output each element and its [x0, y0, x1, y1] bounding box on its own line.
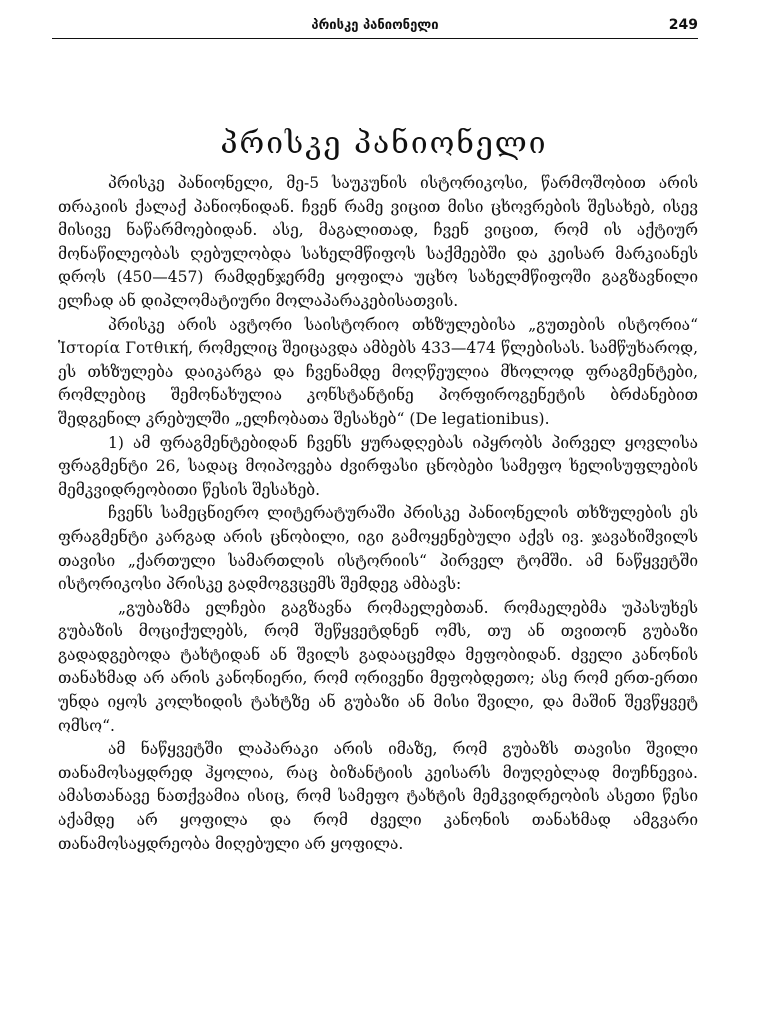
- paragraph-commentary: ამ ნაწყვეტში ლაპარაკი არის იმაზე, რომ გუბაზს თავისი შვილი თანამოსაყდრედ ჰყოლია, რაც ბიზანტიის კეისარს მიუღებლად მიუჩნევია. ამასთანავე ნათქვამია ისიც, რომ სამეფო ტახტის მემკვიდრეობის ასეთი წესი აქამდე არ ყოფილა და რომ ძველი კანონის თანახმად ამგვარი თანამოსაყდრეობა მიღებული არ ყოფილა.: [58, 740, 698, 853]
- paragraph-quotation: „გუბაზმა ელჩები გაგზავნა რომაელებთან. რომაელებმა უპასუხეს გუბაზის მოციქულებს, რომ შეწყვეტდნენ ომს, თუ ან თვითონ გუბაზი გადადგებოდა ტახტიდან ან შვილს გადააცემდა მეფობიდან. ძველი კანონის თანახმად არ არის კანონიერი, რომ ორივენი მეფობდეთო; ასე რომ ერთ-ერთი უნდა იყოს კოლხიდის ტახტზე ან გუბაზი ან მისი შვილი, და მაშინ შევწყვეტ ომსო“.: [58, 598, 698, 735]
- chapter-title: პრისკე პანიონელი: [220, 126, 548, 161]
- paragraph-scholarly-use: ჩვენს სამეცნიერო ლიტერატურაში პრისკე პანიონელის თხზულების ეს ფრაგმენტი კარგად არის ცნობილი, იგი გამოყენებული აქვს ივ. ჯავახიშვილს თავისი „ქართული სამართლის ისტორიის“ პირველ ტომში. ამ ნაწყვეტში ისტორიკოსი პრისკე გადმოგვცემს შემდეგ ამბავს:: [58, 504, 698, 594]
- page-number: 249: [668, 17, 698, 33]
- running-header: [52, 14, 698, 39]
- paragraph-fragment-26: 1) ამ ფრაგმენტებიდან ჩვენს ყურადღებას იპყრობს პირველ ყოვლისა ფრაგმენტი 26, სადაც მოიპოვება ძვირფასი ცნობები სამეფო ხელისუფლების მემკვიდრეობითი წესის შესახებ.: [58, 433, 698, 499]
- paragraph-history-of-goths: პრისკე არის ავტორი საისტორიო თხზულებისა „გუთების ისტორია“ Ἱστορία Γοτθική, რომელიც შეიცავდა ამბებს 433—474 წლებისას. სამწუხაროდ, ეს თხზულება დაიკარგა და ჩვენამდე მოღწეულია მხოლოდ ფრაგმენტები, რომლებიც შემონახულია კონსტანტინე პორფიროგენეტის ბრძანებით შედგენილ კრებულში „ელჩობათა შესახებ“ (De legationibus).: [58, 315, 698, 428]
- body-text: [58, 172, 698, 856]
- running-title: პრისკე პანიონელი: [311, 18, 439, 33]
- paragraph-intro: პრისკე პანიონელი, მე-5 საუკუნის ისტორიკოსი, წარმოშობით არის თრაკიის ქალაქ პანიონიდან. ჩვენ რამე ვიცით მისი ცხოვრების შესახებ, ისევ მისივე ნაწარმოებიდან. ასე, მაგალითად, ჩვენ ვიცით, რომ ის აქტიურ მონაწილეობას ღებულობდა სახელმწიფოს საქმეებში და კეისარ მარკიანეს დროს (450—457) რამდენჯერმე ყოფილა უცხო სახელმწიფოში გაგზავნილი ელჩად ან დიპლომატიური მოლაპარაკებისათვის.: [58, 174, 698, 310]
